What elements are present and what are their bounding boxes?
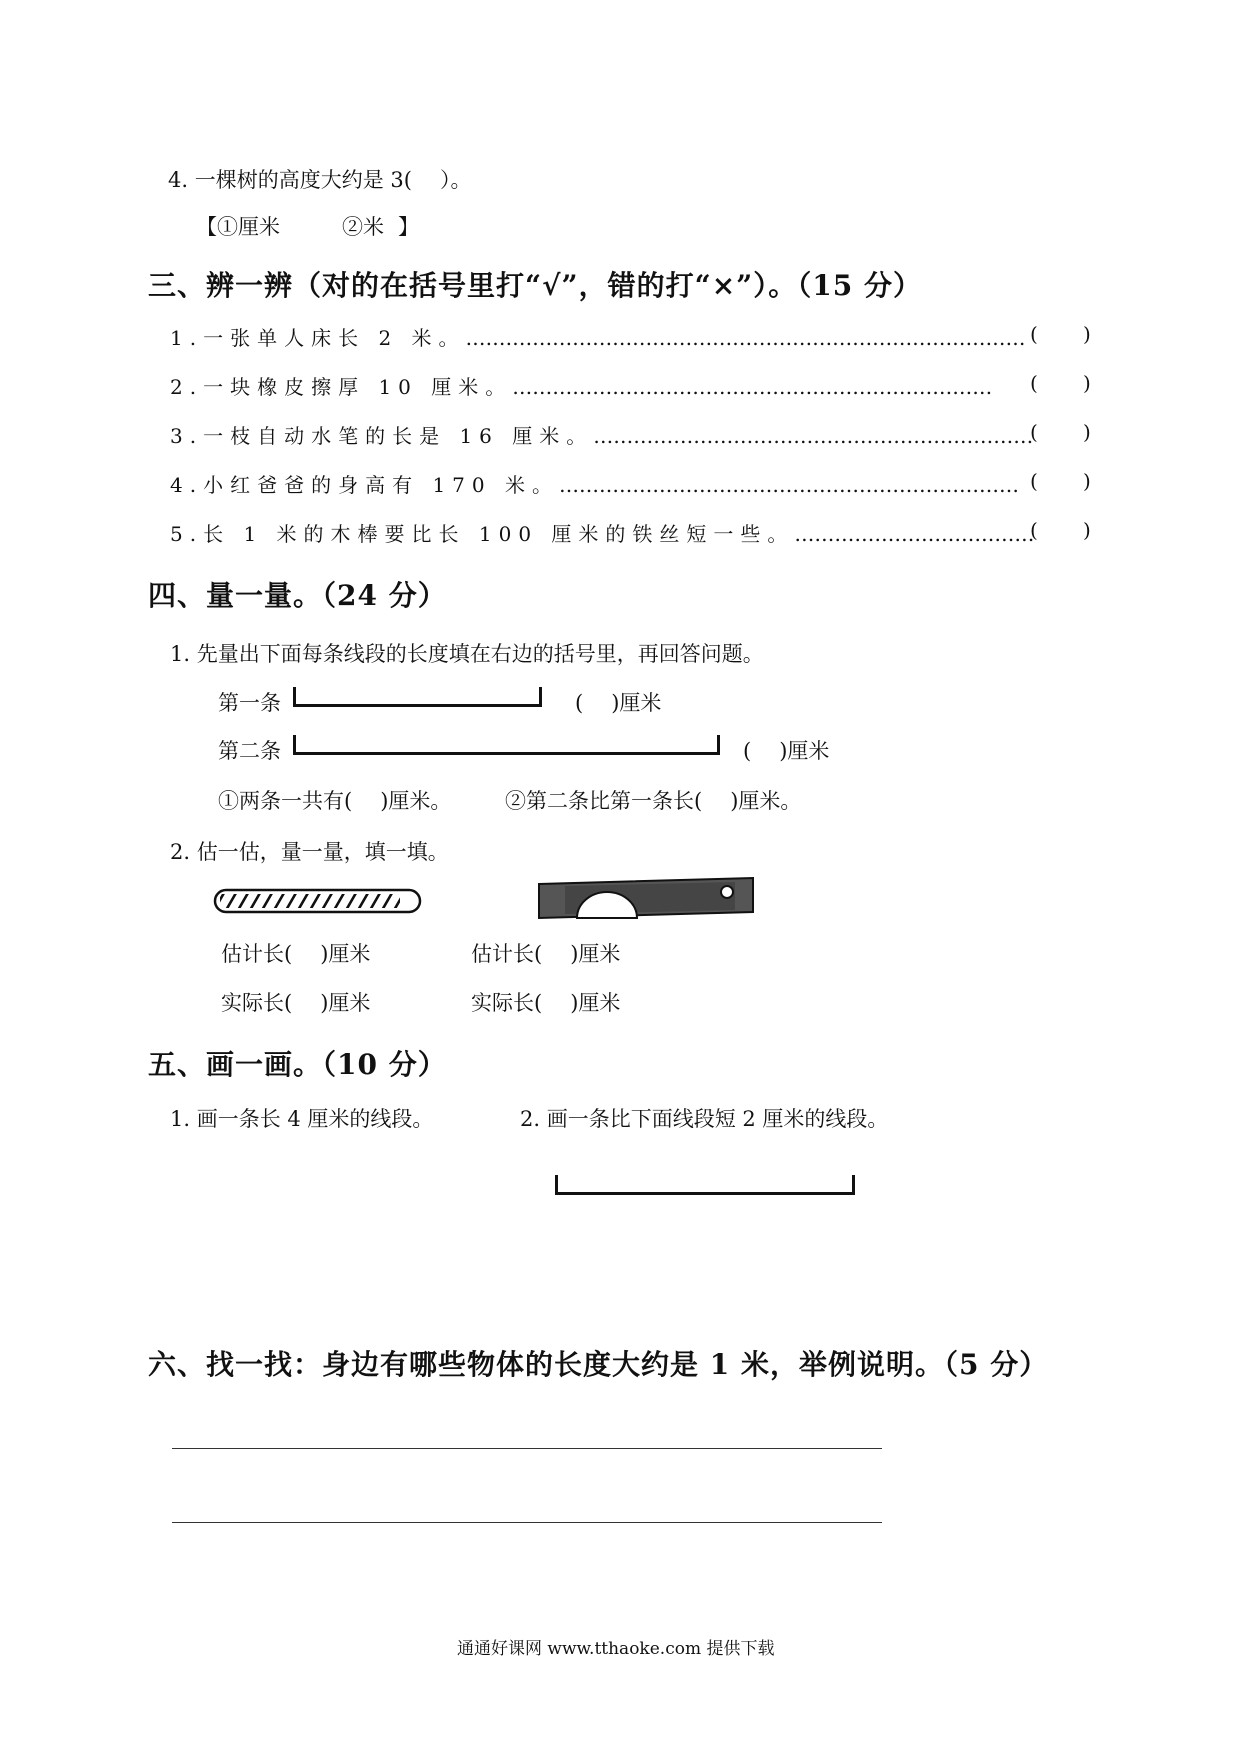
line-2-label: 第二条 — [218, 739, 281, 763]
tf-item-text: 4.小红爸爸的身高有 170 米。 — [170, 473, 559, 497]
section-3-title: 三、辨一辨（对的在括号里打“√”，错的打“×”）。（15 分） — [148, 269, 923, 302]
section-6-title: 六、找一找：身边有哪些物体的长度大约是 1 米，举例说明。（5 分） — [148, 1348, 1049, 1381]
tf-answer-box-3[interactable] — [1048, 418, 1078, 444]
dot-leader: ……………………………………………………………… — [512, 375, 993, 399]
measure-subquestion-2 — [505, 785, 801, 815]
tf-paren-open: ( — [1030, 518, 1045, 542]
estimate-label: 估计长( — [221, 942, 293, 966]
unit-text: )厘米 — [570, 991, 621, 1015]
section-5-title: 五、画一画。（10 分） — [148, 1048, 447, 1081]
tf-paren-close: ) — [1083, 518, 1098, 542]
tf-item-2 — [170, 371, 992, 400]
tf-paren-close: ) — [1083, 322, 1098, 346]
tf-item-5 — [170, 518, 1034, 547]
actual-label: 实际长( — [471, 991, 543, 1015]
line-1-label: 第一条 — [218, 691, 281, 715]
dot-leader: ………………………………………………………………………… — [465, 326, 1026, 350]
tf-answer-box-4[interactable] — [1048, 467, 1078, 493]
tf-item-1 — [170, 322, 1026, 351]
subquestion-text: ①两条一共有( — [218, 789, 353, 813]
drawing-area-1[interactable] — [170, 1140, 490, 1290]
paren-open: ( — [575, 691, 584, 715]
dot-leader: …………………………………………………………… — [558, 473, 1019, 497]
tf-item-3 — [170, 420, 1033, 449]
answer-line-2[interactable] — [172, 1522, 882, 1523]
subquestion-unit: )厘米。 — [730, 789, 802, 813]
tf-paren-open: ( — [1030, 322, 1045, 346]
tf-answer-box-5[interactable] — [1048, 516, 1078, 542]
dot-leader: ……………………………… — [794, 522, 1035, 546]
paren-open: ( — [743, 739, 752, 763]
unit-text: )厘米 — [570, 942, 621, 966]
estimate-length-1 — [221, 938, 370, 968]
tf-item-text: 1.一张单人床长 2 米。 — [170, 326, 466, 350]
line-segment-2 — [293, 735, 720, 755]
footer-text: 通通好课网 www.tthaoke.com 提供下载 — [457, 1639, 775, 1659]
subquestion-text: ②第二条比第一条长( — [505, 789, 703, 813]
actual-length-1 — [221, 987, 370, 1017]
measure-subquestion-1 — [218, 785, 451, 815]
question-4-options — [196, 211, 419, 241]
options-bracket-close: 】 — [398, 215, 419, 239]
line-1-answer — [575, 687, 661, 717]
tf-paren-open: ( — [1030, 420, 1045, 444]
option-2: ②米 — [342, 215, 384, 239]
tf-item-text: 5.长 1 米的木棒要比长 100 厘米的铁丝短一些。 — [170, 522, 795, 546]
unit-text: )厘米 — [611, 691, 662, 715]
question-4-close: ）。 — [439, 168, 472, 192]
actual-label: 实际长( — [221, 991, 293, 1015]
tf-answer-box-1[interactable] — [1048, 320, 1078, 346]
estimate-length-2 — [471, 938, 620, 968]
question-4 — [168, 164, 471, 194]
unit-text: )厘米 — [320, 991, 371, 1015]
option-1: ①厘米 — [217, 215, 280, 239]
tf-item-text: 2.一块橡皮擦厚 10 厘米。 — [170, 375, 513, 399]
unit-text: )厘米 — [779, 739, 830, 763]
question-4-text: 4. 一棵树的高度大约是 3( — [168, 168, 412, 192]
reference-line-segment — [555, 1175, 855, 1195]
unit-text: )厘米 — [320, 942, 371, 966]
estimate-label: 估计长( — [471, 942, 543, 966]
tf-answer-box-2[interactable] — [1048, 369, 1078, 395]
tf-paren-close: ) — [1083, 420, 1098, 444]
dot-leader: ………………………………………………………… — [593, 424, 1034, 448]
tf-paren-close: ) — [1083, 371, 1098, 395]
subquestion-unit: )厘米。 — [380, 789, 452, 813]
tf-paren-open: ( — [1030, 469, 1045, 493]
tf-paren-close: ) — [1083, 469, 1098, 493]
line-2-answer — [743, 735, 829, 765]
draw-question-2: 2. 画一条比下面线段短 2 厘米的线段。 — [520, 1107, 889, 1131]
answer-line-1[interactable] — [172, 1448, 882, 1449]
measure-prompt: 1. 先量出下面每条线段的长度填在右边的括号里，再回答问题。 — [170, 642, 764, 666]
strip-image — [535, 874, 757, 922]
estimate-prompt: 2. 估一估，量一量，填一填。 — [170, 840, 449, 864]
draw-question-1: 1. 画一条长 4 厘米的线段。 — [170, 1107, 434, 1131]
tf-item-4 — [170, 469, 1019, 498]
section-4-title: 四、量一量。（24 分） — [148, 579, 447, 612]
drawing-area-2[interactable] — [540, 1205, 880, 1295]
options-bracket-open: 【 — [196, 215, 217, 239]
tf-paren-open: ( — [1030, 371, 1045, 395]
pencil-image — [212, 886, 424, 918]
actual-length-2 — [471, 987, 620, 1017]
line-segment-1 — [293, 687, 542, 707]
tf-item-text: 3.一枝自动水笔的长是 16 厘米。 — [170, 424, 594, 448]
